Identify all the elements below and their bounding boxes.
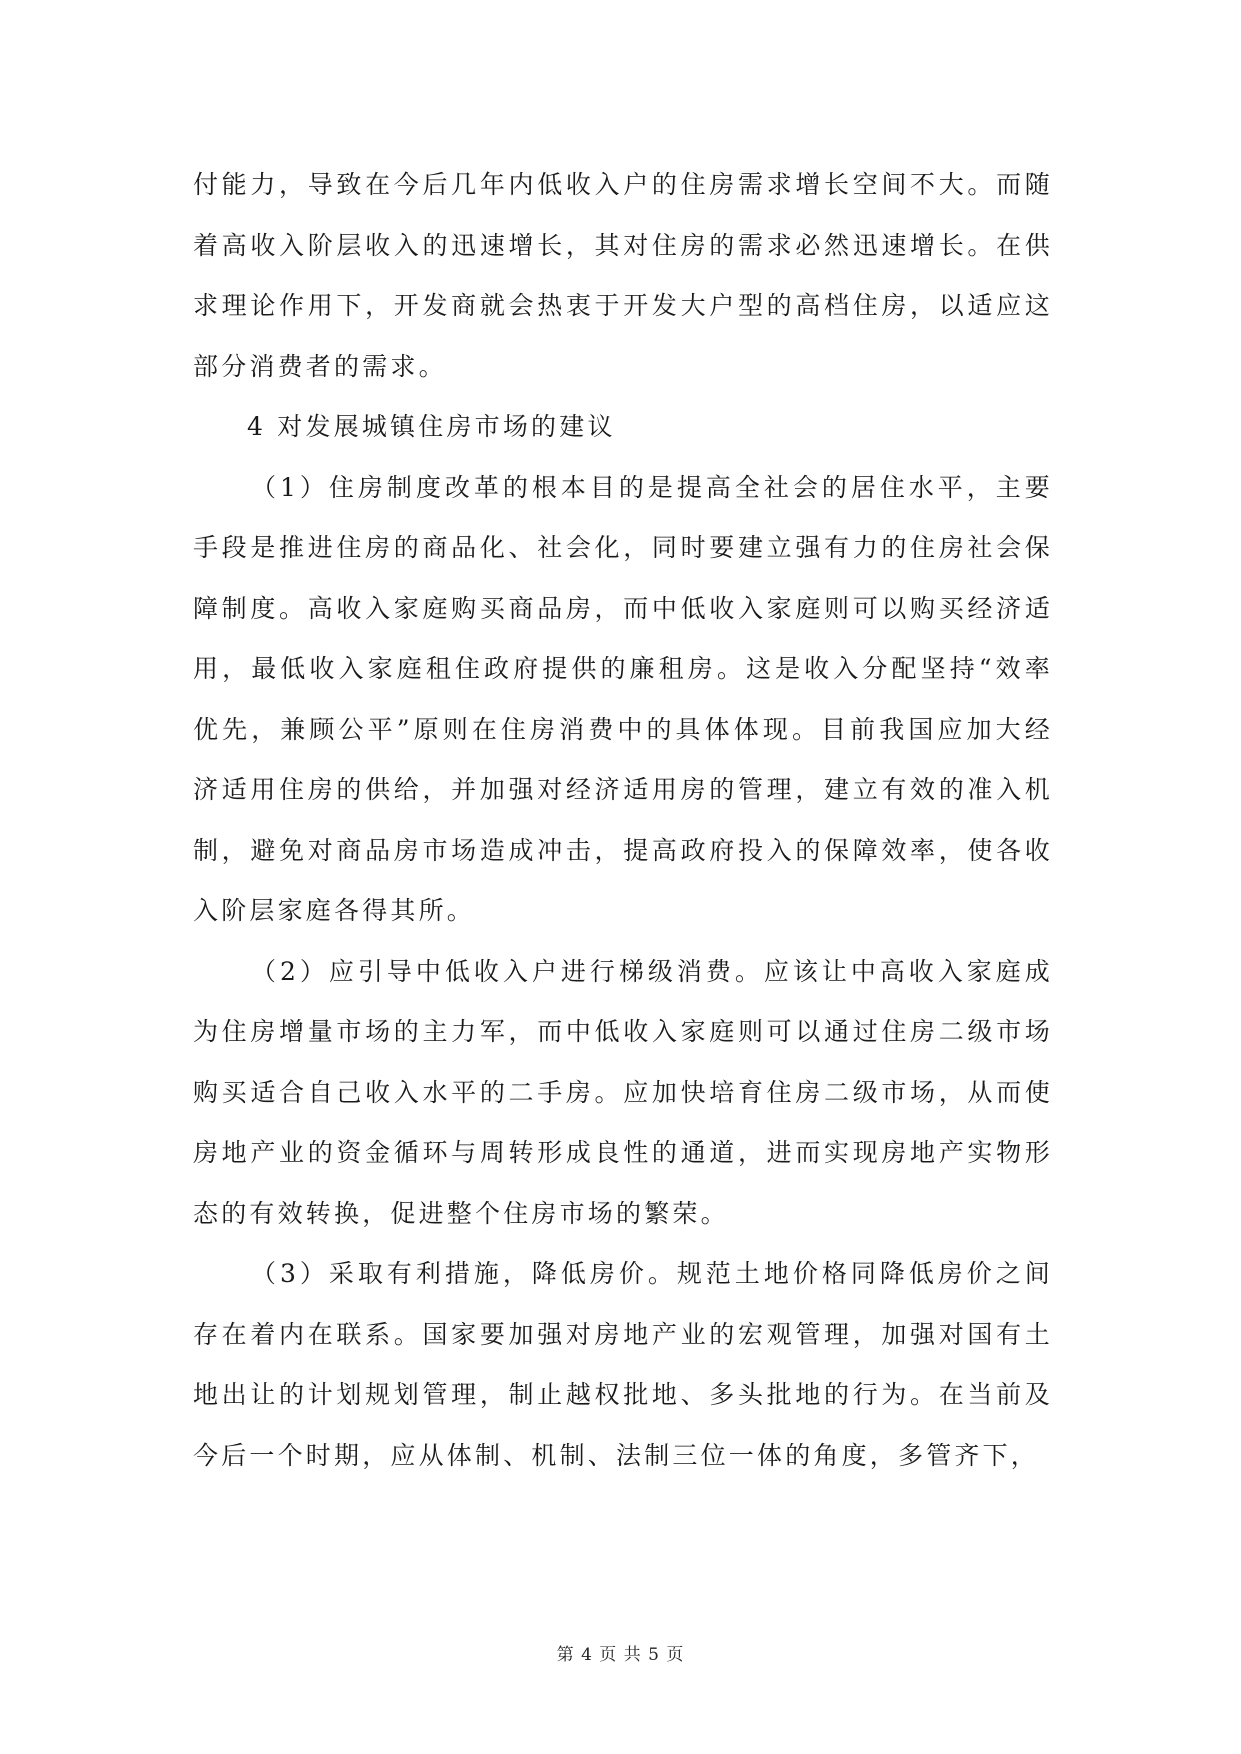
document-body [193,155,1053,1486]
paragraph-continuation: 付能力，导致在今后几年内低收入户的住房需求增长空间不大。而随着高收入阶层收入的迅速增长，其对住房的需求必然迅速增长。在供求理论作用下，开发商就会热衷于开发大户型的高档住房，以适应这部分消费者的需求。 [193,170,1053,381]
paragraph-item-3: （3）采取有利措施，降低房价。规范土地价格同降低房价之间存在着内在联系。国家要加强对房地产业的宏观管理，加强对国有土地出让的计划规划管理，制止越权批地、多头批地的行为。在当前及今后一个时期，应从体制、机制、法制三位一体的角度，多管齐下， [193,1259,1053,1470]
paragraph-item-1: （1）住房制度改革的根本目的是提高全社会的居住水平，主要手段是推进住房的商品化、社会化，同时要建立强有力的住房社会保障制度。高收入家庭购买商品房，而中低收入家庭则可以购买经济适用，最低收入家庭租住政府提供的廉租房。这是收入分配坚持“效率优先，兼顾公平”原则在住房消费中的具体体现。目前我国应加大经济适用住房的供给，并加强对经济适用房的管理，建立有效的准入机制，避免对商品房市场造成冲击，提高政府投入的保障效率，使各收入阶层家庭各得其所。 [193,472,1053,925]
section-heading: 4 对发展城镇住房市场的建议 [247,412,616,441]
page-footer: 第 4 页 共 5 页 [556,1645,685,1665]
paragraph-item-2: （2）应引导中低收入户进行梯级消费。应该让中高收入家庭成为住房增量市场的主力军，而中低收入家庭则可以通过住房二级市场购买适合自己收入水平的二手房。应加快培育住房二级市场，从而使房地产业的资金循环与周转形成良性的通道，进而实现房地产实物形态的有效转换，促进整个住房市场的繁荣。 [193,956,1053,1228]
